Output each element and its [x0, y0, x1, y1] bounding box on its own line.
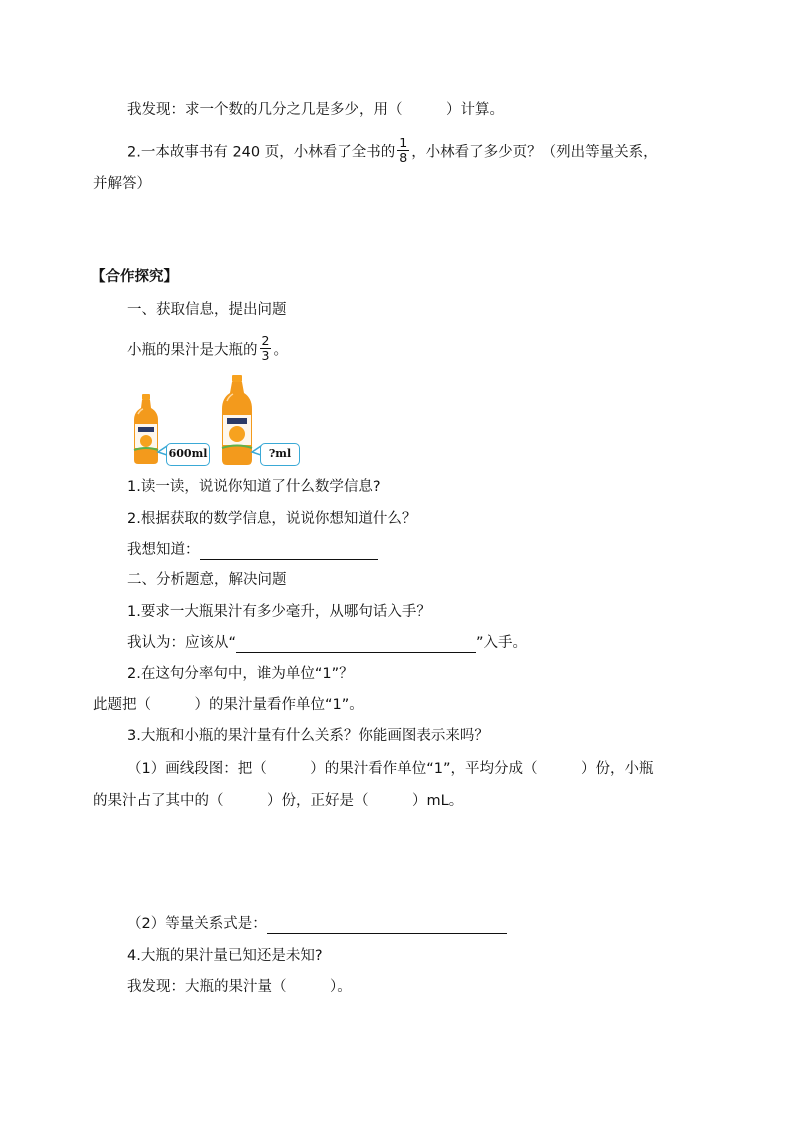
part2-heading: 二、分析题意，解决问题	[127, 572, 287, 588]
want-to-know-line	[127, 540, 378, 560]
answer-1-prefix: 我认为：应该从“	[127, 635, 237, 651]
answer-1-suffix: ”入手。	[476, 635, 528, 651]
question-2-continuation: 并解答）	[93, 176, 151, 192]
info-text-before: 小瓶的果汁是大瓶的	[127, 342, 258, 359]
analysis-answer-1	[127, 633, 527, 653]
equation-label: （2）等量关系式是：	[127, 916, 267, 932]
fraction-denominator: 8	[399, 150, 408, 165]
want-to-know-label: 我想知道：	[127, 542, 200, 558]
small-bottle-volume-callout: 600ml	[166, 443, 210, 466]
fraction-two-thirds	[260, 334, 272, 363]
analysis-question-2: 2.在这句分率句中，谁为单位“1”？	[127, 666, 354, 682]
fraction-numerator: 2	[261, 333, 270, 348]
discover-line: 我发现：求一个数的几分之几是多少，用（ ）计算。	[127, 102, 504, 118]
analysis-answer-4: 我发现：大瓶的果汁量（ ）。	[127, 979, 352, 995]
bottle-cap	[142, 394, 150, 400]
want-to-know-question: 2.根据获取的数学信息，说说你想知道什么？	[127, 511, 417, 527]
equation-line	[127, 914, 507, 934]
line-diagram-instruction: （1）画线段图：把（ ）的果汁看作单位“1”，平均分成（ ）份，小瓶	[127, 761, 654, 777]
info-text-after: 。	[273, 342, 288, 359]
analysis-question-1: 1.要求一大瓶果汁有多少毫升，从哪句话入手？	[127, 604, 431, 620]
analysis-question-3: 3.大瓶和小瓶的果汁量有什么关系？你能画图表示来吗？	[127, 728, 489, 744]
fraction-denominator: 3	[261, 348, 270, 363]
read-question: 1.读一读，说说你知道了什么数学信息?	[127, 479, 381, 495]
bottle-cap	[232, 375, 242, 382]
fraction-one-eighth	[397, 136, 409, 165]
key-sentence-blank[interactable]	[236, 636, 476, 653]
info-line	[127, 333, 288, 365]
analysis-answer-2: 此题把（ ）的果汁量看作单位“1”。	[93, 697, 364, 713]
question-2-text-before: 2.一本故事书有 240 页，小林看了全书的	[127, 144, 396, 161]
section-title: 【合作探究】	[91, 269, 178, 285]
want-to-know-answer-blank[interactable]	[200, 543, 378, 560]
equation-blank[interactable]	[267, 917, 507, 934]
question-2-line	[127, 135, 658, 167]
large-bottle-volume-callout: ?ml	[260, 443, 300, 466]
analysis-question-4: 4.大瓶的果汁量已知还是未知?	[127, 948, 323, 964]
question-2-text-after: ，小林看了多少页？（列出等量关系，	[411, 144, 658, 161]
part1-heading: 一、获取信息，提出问题	[127, 302, 287, 318]
fraction-numerator: 1	[399, 135, 408, 150]
line-diagram-instruction-cont: 的果汁占了其中的（ ）份，正好是（ ）mL。	[93, 793, 464, 809]
